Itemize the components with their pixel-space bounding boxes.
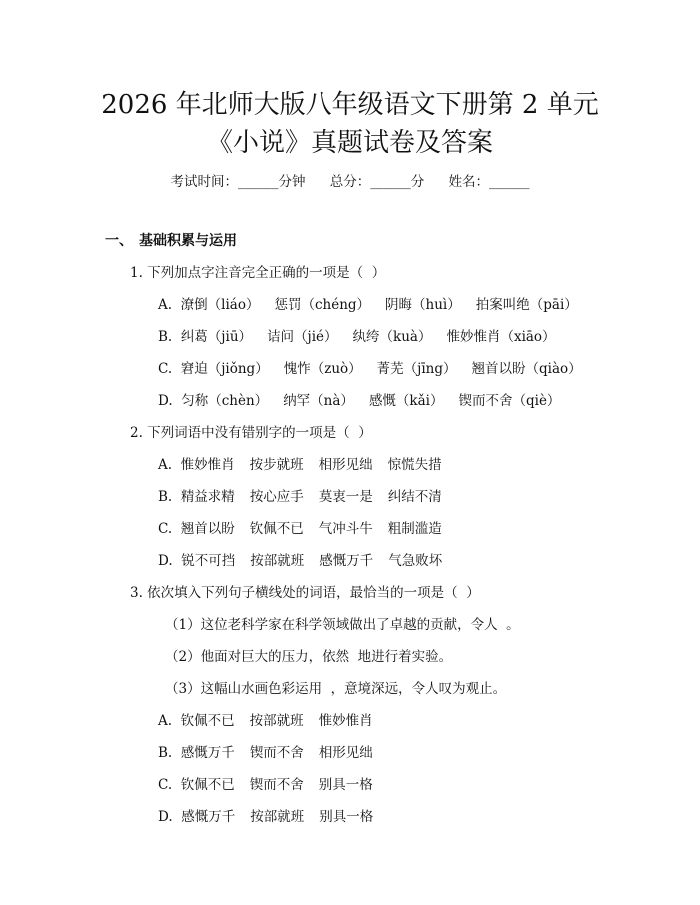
option-label: C. — [158, 521, 173, 537]
option-word: 翘首以盼 — [180, 521, 235, 537]
option-word: 相形见绌 — [318, 457, 373, 473]
option-word: 愧怍（zuò） — [283, 361, 362, 377]
option-label: A. — [158, 297, 173, 313]
option-word: 按心应手 — [249, 489, 304, 505]
q3-sentence-2: （2）他面对巨大的压力，依然 地进行着实验。 — [165, 649, 453, 665]
option-word: 气冲斗牛 — [318, 521, 373, 537]
option-label: C. — [158, 361, 173, 377]
option-word: 钦佩不已 — [180, 713, 235, 729]
option-label: B. — [158, 329, 173, 345]
option-word: 诘问（jié） — [267, 329, 338, 345]
option-word: 惟妙惟肖 — [318, 713, 373, 729]
option-word: 锲而不舍 — [249, 745, 304, 761]
option-label: B. — [158, 489, 173, 505]
option-label: A. — [158, 457, 173, 473]
option-word: 惟妙惟肖 — [180, 457, 235, 473]
option-word: 感慨万千 — [319, 553, 374, 569]
option-word: 气急败坏 — [388, 553, 443, 569]
q3-sentence-3: （3）这幅山水画色彩运用 ，意境深远，令人叹为观止。 — [165, 681, 507, 697]
option-word: 精益求精 — [180, 489, 235, 505]
student-name: 姓名：______ — [448, 174, 530, 190]
option-word: 按部就班 — [249, 713, 304, 729]
option-word: 潦倒（liáo） — [180, 297, 260, 313]
q1-option-b — [158, 325, 571, 345]
page-title-line-2: 《小说》真题试卷及答案 — [206, 128, 493, 158]
option-word: 阴晦（huì） — [385, 297, 461, 313]
option-word: 莫衷一是 — [318, 489, 373, 505]
option-word: 按部就班 — [250, 553, 305, 569]
q2-option-b — [158, 485, 457, 505]
option-word: 钦佩不已 — [180, 777, 235, 793]
q1-option-d — [158, 389, 575, 409]
option-word: 别具一格 — [319, 809, 374, 825]
option-word: 锲而不舍（qiè） — [458, 393, 561, 409]
exam-time: 考试时间：______分钟 — [170, 174, 306, 190]
option-word: 翘首以盼（qiào） — [471, 361, 582, 377]
option-label: D. — [158, 553, 173, 569]
q2-option-d — [158, 549, 457, 569]
option-label: D. — [158, 393, 173, 409]
option-word: 钦佩不已 — [249, 521, 304, 537]
question-3-stem: 3. 依次填入下列句子横线处的词语，最恰当的一项是（ ） — [130, 585, 480, 601]
q1-option-c — [158, 357, 597, 377]
option-word: 纠结不清 — [387, 489, 442, 505]
option-word: 纳罕（nà） — [283, 393, 354, 409]
q3-option-c — [158, 773, 388, 793]
q3-sentence-1: （1）这位老科学家在科学领域做出了卓越的贡献，令人 。 — [165, 617, 520, 633]
q3-option-a — [158, 709, 388, 729]
option-word: 锲而不舍 — [249, 777, 304, 793]
q3-option-b — [158, 741, 388, 761]
q1-option-a — [158, 293, 593, 313]
option-word: 菁芜（jīng） — [376, 361, 457, 377]
section-title: 基础积累与运用 — [139, 233, 237, 249]
exam-info — [0, 170, 700, 190]
option-word: 粗制滥造 — [387, 521, 442, 537]
option-label: B. — [158, 745, 173, 761]
option-word: 惟妙惟肖（xiāo） — [446, 329, 556, 345]
total-score: 总分：______分 — [329, 174, 425, 190]
section-heading — [105, 230, 237, 250]
section-number: 一、 — [105, 233, 133, 249]
option-label: C. — [158, 777, 173, 793]
option-word: 纠葛（jiū） — [180, 329, 253, 345]
q3-option-d — [158, 805, 388, 825]
option-word: 感慨（kǎi） — [368, 393, 444, 409]
option-label: D. — [158, 809, 173, 825]
question-2-stem: 2. 下列词语中没有错别字的一项是（ ） — [130, 425, 372, 441]
option-word: 惊慌失措 — [387, 457, 442, 473]
option-word: 感慨万千 — [181, 809, 236, 825]
option-word: 窘迫（jiǒng） — [180, 361, 269, 377]
option-word: 拍案叫绝（pāi） — [475, 297, 578, 313]
option-word: 纨绔（kuà） — [352, 329, 432, 345]
q2-option-c — [158, 517, 457, 537]
option-word: 别具一格 — [318, 777, 373, 793]
option-word: 锐不可挡 — [181, 553, 236, 569]
option-word: 相形见绌 — [318, 745, 373, 761]
option-label: A. — [158, 713, 173, 729]
option-word: 感慨万千 — [180, 745, 235, 761]
option-word: 惩罚（chéng） — [274, 297, 371, 313]
option-word: 按步就班 — [249, 457, 304, 473]
option-word: 按部就班 — [250, 809, 305, 825]
q2-option-a — [158, 453, 457, 473]
question-1-stem: 1. 下列加点字注音完全正确的一项是（ ） — [130, 265, 386, 281]
option-word: 匀称（chèn） — [181, 393, 269, 409]
page-title-line-1: 2026 年北师大版八年级语文下册第 2 单元 — [101, 90, 599, 120]
